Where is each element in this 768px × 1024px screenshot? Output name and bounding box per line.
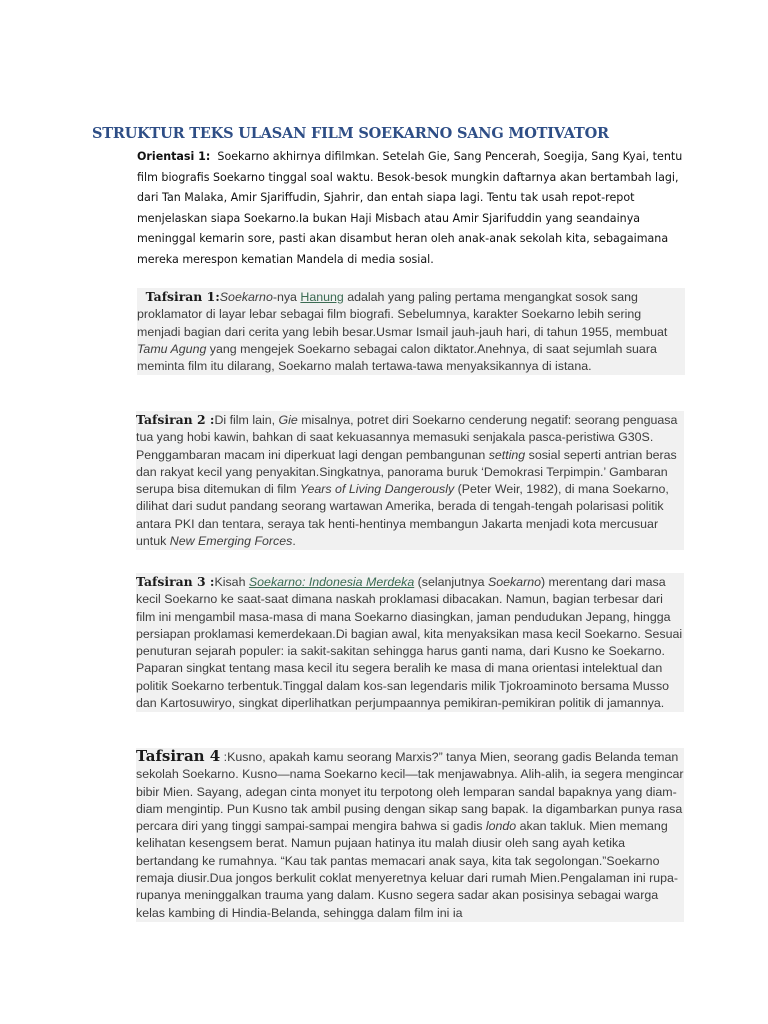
orientasi-label: Orientasi 1: xyxy=(137,150,211,163)
tafsiran-2-italic-setting: setting xyxy=(488,447,526,462)
tafsiran-2-text-a: Di film lain, xyxy=(214,413,279,427)
tafsiran-2-italic-gie: Gie xyxy=(278,413,298,427)
tafsiran-3-text-a: Kisah xyxy=(214,575,249,589)
tafsiran-2-italic-nef: New Emerging Forces xyxy=(169,534,293,549)
tafsiran-2-italic-years: Years of Living Dangerously xyxy=(299,482,455,497)
tafsiran-1-italic-tamu-agung: Tamu Agung xyxy=(137,341,207,356)
tafsiran-1-label: Tafsiran 1: xyxy=(145,289,220,304)
tafsiran-2-text-c: sosial seperti antrian beras dan rakyat kecil yang penyakitan.Singkatnya, panorama buruk ‘Demokrasi Terpimpin.’ Gambaran serupa bisa ditemukan di film xyxy=(136,447,677,497)
tafsiran-4-text-a: :Kusno, apakah kamu seorang Marxis?” tanya Mien, seorang gadis Belanda teman sekolah Soekarno. Kusno—nama Soekarno kecil—tak menjawabnya. Alih-alih, ia segera mengincar bibir Mien. Sayang, adegan cinta monyet itu terpotong oleh lemparan sandal bapaknya yang diam-diam mengintip. Pun Kusno tak ambil pusing dengan sikap sang bapak. Ia digambarkan punya rasa percara diri yang tinggi sampai-sampai mengira bahwa si gadis xyxy=(136,750,684,834)
tafsiran-1-italic-soekarno: Soekarno xyxy=(219,290,273,304)
tafsiran-3-label: Tafsiran 3 : xyxy=(136,574,215,589)
tafsiran-3-text-c: ) merentang dari masa kecil Soekarno ke saat-saat dimana naskah proklamasi dibacakan. Namun, bagian terbesar dari film ini mengambil masa-masa di mana Soekarno diasingkan, jaman pendudukan Jepang, hingga persiapan proklamasi kemerdekaan.Di bagian awal, kita menyaksikan masa kecil Soekarno. Sesuai penuturan sejarah populer: ia sakit-sakitan sehingga harus ganti nama, dari Kusno ke Soekarno. Paparan singkat tentang masa kecil itu segera beralih ke masa di mana orientasi intelektual dan politik Soekarno terbentuk.Tinggal dalam kos-san legendaris milik Tjokroaminoto bersama Musso dan Kartosuwiryo, singkat diperlihatkan perjumpaannya pemikiran-pemikiran politik di jamannya. xyxy=(136,575,683,711)
tafsiran-3-text-b: (selanjutnya xyxy=(414,575,488,589)
tafsiran-2-label: Tafsiran 2 : xyxy=(136,412,215,427)
tafsiran-1-text-a: adalah yang paling pertama mengangkat sosok sang proklamator di layar lebar sebagai film biografi. Sebelumnya, karakter Soekarno lebih sering menjadi bagian dari cerita yang lebih besar.Usmar Ismail jauh-jauh hari, di tahun 1955, membuat xyxy=(137,290,668,339)
hanung-link[interactable]: Hanung xyxy=(300,290,344,304)
soekarno-indonesia-merdeka-link[interactable] xyxy=(249,575,414,589)
tafsiran-2-text-b: misalnya, potret diri Soekarno cenderung negatif: seorang penguasa tua yang hobi kawin, bahkan di saat kekuasannya memasuki senjakala pasca-peristiwa G30S. Penggambaran macam ini diperkuat lagi dengan pembangunan xyxy=(136,413,678,462)
tafsiran-3-italic-soekarno: Soekarno xyxy=(487,575,541,589)
document-title: STRUKTUR TEKS ULASAN FILM SOEKARNO SANG MOTIVATOR xyxy=(92,125,609,142)
tafsiran-1-paragraph xyxy=(137,288,685,375)
tafsiran-1-nya: -nya xyxy=(272,290,301,304)
tafsiran-4-italic-londo: londo xyxy=(485,819,517,834)
tafsiran-4-paragraph xyxy=(136,748,684,922)
tafsiran-4-text-b: akan takluk. Mien memang kelihatan kesengsem berat. Namun pujaan hatinya itu malah diusir oleh sang ayah ketika bertandang ke rumahnya. “Kau tak pantas memacari anak saya, kita tak segolongan.”Soekarno remaja diusir.Dua jongos berkulit coklat menyeretnya keluar dari rumah Mien.Pengalaman ini rupa-rupanya meninggalkan trauma yang dalam. Kusno segera sadar akan posisinya sebagai warga kelas kambing di Hindia-Belanda, sehingga dalam film ini ia xyxy=(136,819,679,920)
orientasi-paragraph xyxy=(137,147,685,270)
tafsiran-2-text-d: (Peter Weir, 1982), di mana Soekarno, dilihat dari sudut pandang seorang wartawan Amerika, berada di tengah-tengah polarisasi politik antara PKI dan tentara, seraya tak henti-hentinya membangun Jakarta menjadi kota mercusuar untuk xyxy=(136,482,669,549)
tafsiran-4-label: Tafsiran 4 xyxy=(136,747,221,765)
tafsiran-1-text-b: yang mengejek Soekarno sebagai calon diktator.Anehnya, di saat sejumlah suara meminta film itu dilarang, Soekarno malah tertawa-tawa menyaksikannya di istana. xyxy=(137,341,657,374)
tafsiran-3-paragraph xyxy=(136,573,684,712)
tafsiran-2-text-e: . xyxy=(292,534,296,549)
tafsiran-2-paragraph xyxy=(136,411,684,550)
link-text: Soekarno: Indonesia Merdeka xyxy=(248,575,415,589)
orientasi-text: Soekarno akhirnya difilmkan. Setelah Gie, Sang Pencerah, Soegija, Sang Kyai, tentu film biografis Soekarno tinggal soal waktu. Besok-besok mungkin daftarnya akan bertambah lagi, dari Tan Malaka, Amir Sjariffudin, Sjahrir, dan entah siapa lagi. Tentu tak usah repot-repot menjelaskan siapa Soekarno.Ia bukan Haji Misbach atau Amir Sjarifuddin yang seandainya meninggal kemarin sore, pasti akan disambut heran oleh anak-anak sekolah kita, sebagaimana mereka merespon kematian Mandela di media sosial. xyxy=(137,150,683,266)
